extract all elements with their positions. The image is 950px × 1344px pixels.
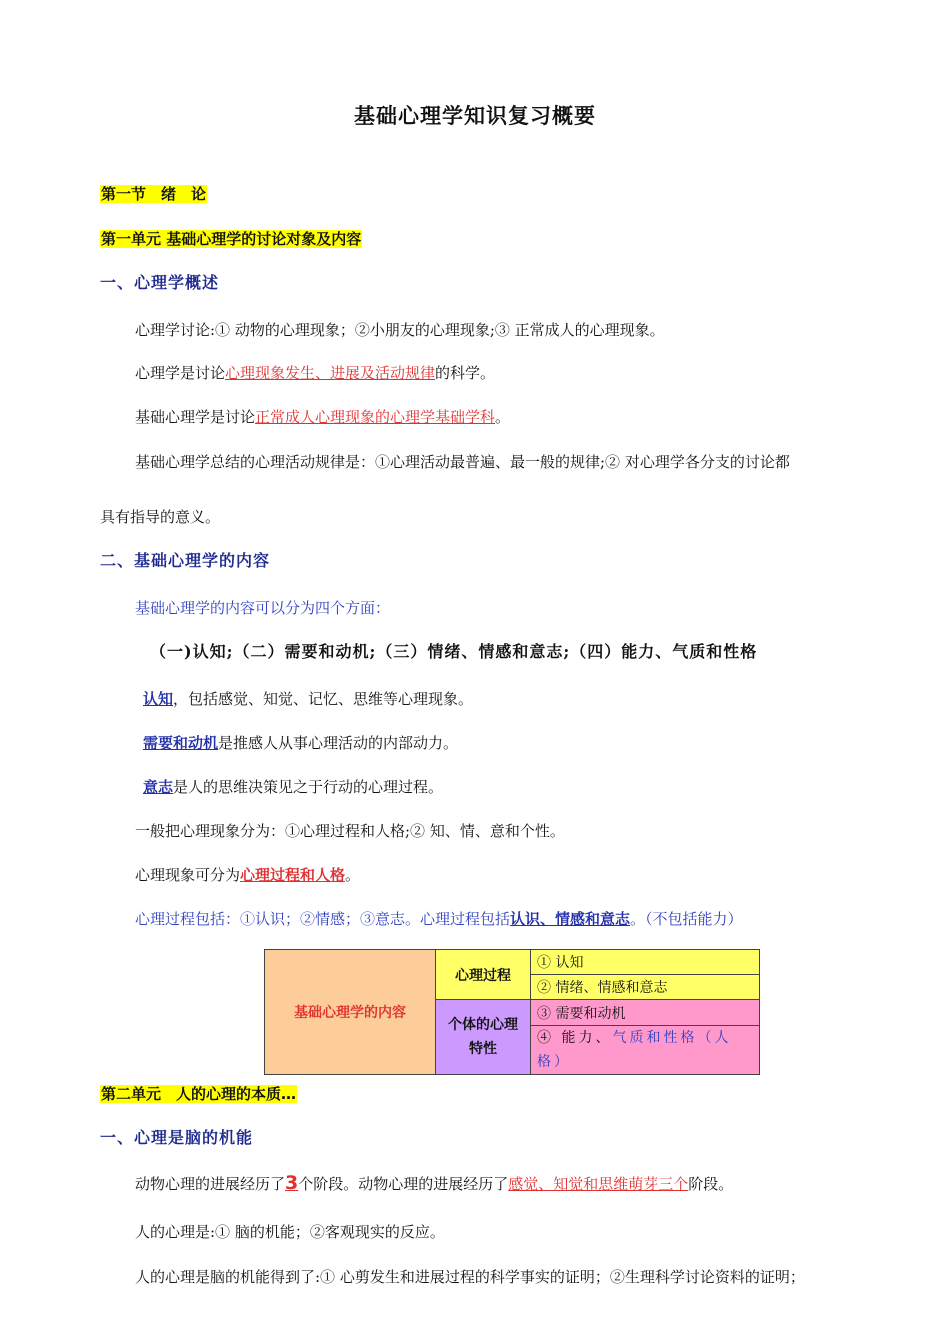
paragraph: 基础心理学总结的心理活动规律是：①心理活动最普遍、最一般的规律;② 对心理学各分支的讨论都: [135, 453, 790, 471]
unit-heading: 第二单元 人的心理的本质…: [101, 1085, 297, 1103]
paragraph: 心理现象可分为心理过程和人格。: [135, 866, 361, 884]
heading-overview: 一、心理学概述: [100, 273, 220, 292]
table-main-cell: 基础心理学的内容: [265, 950, 436, 1075]
paragraph: 意志是人的思维决策见之于行动的心理过程。: [143, 778, 444, 796]
paragraph: 心理学讨论:① 动物的心理现象；②小朋友的心理现象;③ 正常成人的心理现象。: [135, 321, 665, 339]
paragraph: 需要和动机是推感人从事心理活动的内部动力。: [143, 734, 459, 752]
paragraph: 基础心理学是讨论正常成人心理现象的心理学基础学科。: [135, 408, 511, 426]
heading-content: 二、基础心理学的内容: [100, 551, 271, 570]
paragraph: 人的心理是:① 脑的机能；②客观现实的反应。: [135, 1223, 445, 1241]
page-title: 基础心理学知识复习概要: [354, 104, 596, 128]
paragraph: 一般把心理现象分为：①心理过程和人格;② 知、情、意和个性。: [135, 822, 565, 840]
table-cell: ③ 需要和动机: [531, 1000, 760, 1026]
table-personality-cell: 个体的心理特性: [436, 1000, 531, 1075]
table-cell: ④ 能力、气质和性格（人格）: [531, 1026, 760, 1075]
paragraph-continued: 具有指导的意义。: [100, 508, 221, 526]
table-cell: ① 认知: [531, 950, 760, 975]
paragraph: 心理学是讨论心理现象发生、进展及活动规律的科学。: [135, 364, 496, 382]
heading-brain: 一、心理是脑的机能: [100, 1128, 254, 1147]
section-heading: 第一节 绪 论: [101, 185, 207, 203]
paragraph: 动物心理的进展经历了3个阶段。动物心理的进展经历了感觉、知觉和思维萌芽三个阶段。: [135, 1172, 734, 1194]
content-table: [264, 949, 760, 1075]
paragraph: 认知，包括感觉、知觉、记忆、思维等心理现象。: [143, 690, 474, 708]
paragraph: 人的心理是脑的机能得到了:① 心剪发生和进展过程的科学事实的证明；②生理科学讨论资料的证明；: [135, 1268, 805, 1286]
paragraph: 基础心理学的内容可以分为四个方面：: [135, 599, 391, 617]
unit-heading: 第一单元 基础心理学的讨论对象及内容: [101, 230, 362, 248]
table-cell: ② 情绪、情感和意志: [531, 975, 760, 1000]
paragraph: 心理过程包括：①认识；②情感；③意志。心理过程包括认识、情感和意志。（不包括能力）: [135, 910, 743, 928]
four-aspects: （一)认知;（二）需要和动机;（三）情绪、情感和意志;（四）能力、气质和性格: [150, 642, 758, 661]
table-process-cell: 心理过程: [436, 950, 531, 1000]
